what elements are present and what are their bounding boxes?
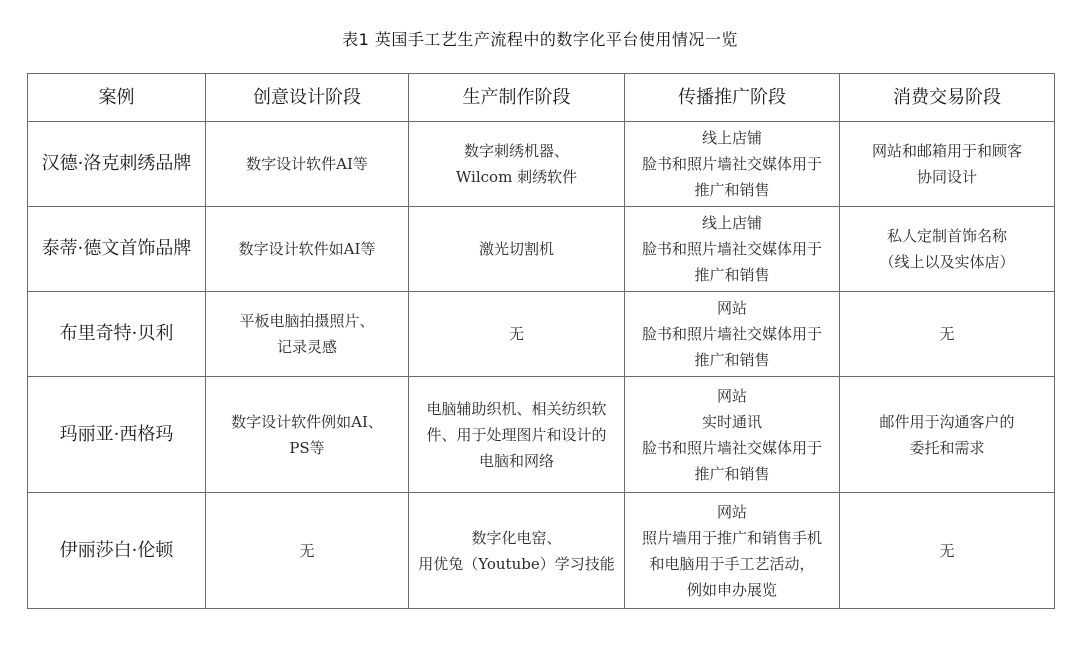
design-cell: 数字设计软件例如AI、 PS等 bbox=[206, 377, 409, 493]
consumption-cell: 网站和邮箱用于和顾客 协同设计 bbox=[840, 122, 1055, 207]
table-header-row bbox=[28, 74, 1055, 122]
table-caption: 表1 英国手工艺生产流程中的数字化平台使用情况一览 bbox=[342, 30, 738, 49]
table-row bbox=[28, 207, 1055, 292]
consumption-cell: 无 bbox=[840, 493, 1055, 609]
header-promotion-stage: 传播推广阶段 bbox=[625, 74, 840, 122]
case-cell: 伊丽莎白·伦顿 bbox=[28, 493, 206, 609]
table-row bbox=[28, 377, 1055, 493]
table-row bbox=[28, 292, 1055, 377]
design-cell: 数字设计软件如AI等 bbox=[206, 207, 409, 292]
production-cell: 数字刺绣机器、 Wilcom 刺绣软件 bbox=[409, 122, 625, 207]
promotion-cell: 线上店铺 脸书和照片墙社交媒体用于 推广和销售 bbox=[625, 207, 840, 292]
promotion-cell: 线上店铺 脸书和照片墙社交媒体用于 推广和销售 bbox=[625, 122, 840, 207]
promotion-cell: 网站 脸书和照片墙社交媒体用于 推广和销售 bbox=[625, 292, 840, 377]
promotion-cell: 网站 实时通讯 脸书和照片墙社交媒体用于 推广和销售 bbox=[625, 377, 840, 493]
craft-digital-platform-table bbox=[27, 73, 1055, 609]
case-cell: 汉德·洛克刺绣品牌 bbox=[28, 122, 206, 207]
header-case: 案例 bbox=[28, 74, 206, 122]
case-cell: 泰蒂·德文首饰品牌 bbox=[28, 207, 206, 292]
header-consumption-stage: 消费交易阶段 bbox=[840, 74, 1055, 122]
production-cell: 数字化电窑、 用优兔（Youtube）学习技能 bbox=[409, 493, 625, 609]
production-cell: 激光切割机 bbox=[409, 207, 625, 292]
header-design-stage: 创意设计阶段 bbox=[206, 74, 409, 122]
table-row bbox=[28, 122, 1055, 207]
production-cell: 电脑辅助织机、相关纺织软 件、用于处理图片和设计的 电脑和网络 bbox=[409, 377, 625, 493]
header-production-stage: 生产制作阶段 bbox=[409, 74, 625, 122]
case-cell: 玛丽亚·西格玛 bbox=[28, 377, 206, 493]
design-cell: 无 bbox=[206, 493, 409, 609]
production-cell: 无 bbox=[409, 292, 625, 377]
consumption-cell: 私人定制首饰名称 （线上以及实体店） bbox=[840, 207, 1055, 292]
consumption-cell: 无 bbox=[840, 292, 1055, 377]
consumption-cell: 邮件用于沟通客户的 委托和需求 bbox=[840, 377, 1055, 493]
case-cell: 布里奇特·贝利 bbox=[28, 292, 206, 377]
table-row bbox=[28, 493, 1055, 609]
design-cell: 平板电脑拍摄照片、 记录灵感 bbox=[206, 292, 409, 377]
promotion-cell: 网站 照片墙用于推广和销售手机 和电脑用于手工艺活动， 例如申办展览 bbox=[625, 493, 840, 609]
design-cell: 数字设计软件AI等 bbox=[206, 122, 409, 207]
